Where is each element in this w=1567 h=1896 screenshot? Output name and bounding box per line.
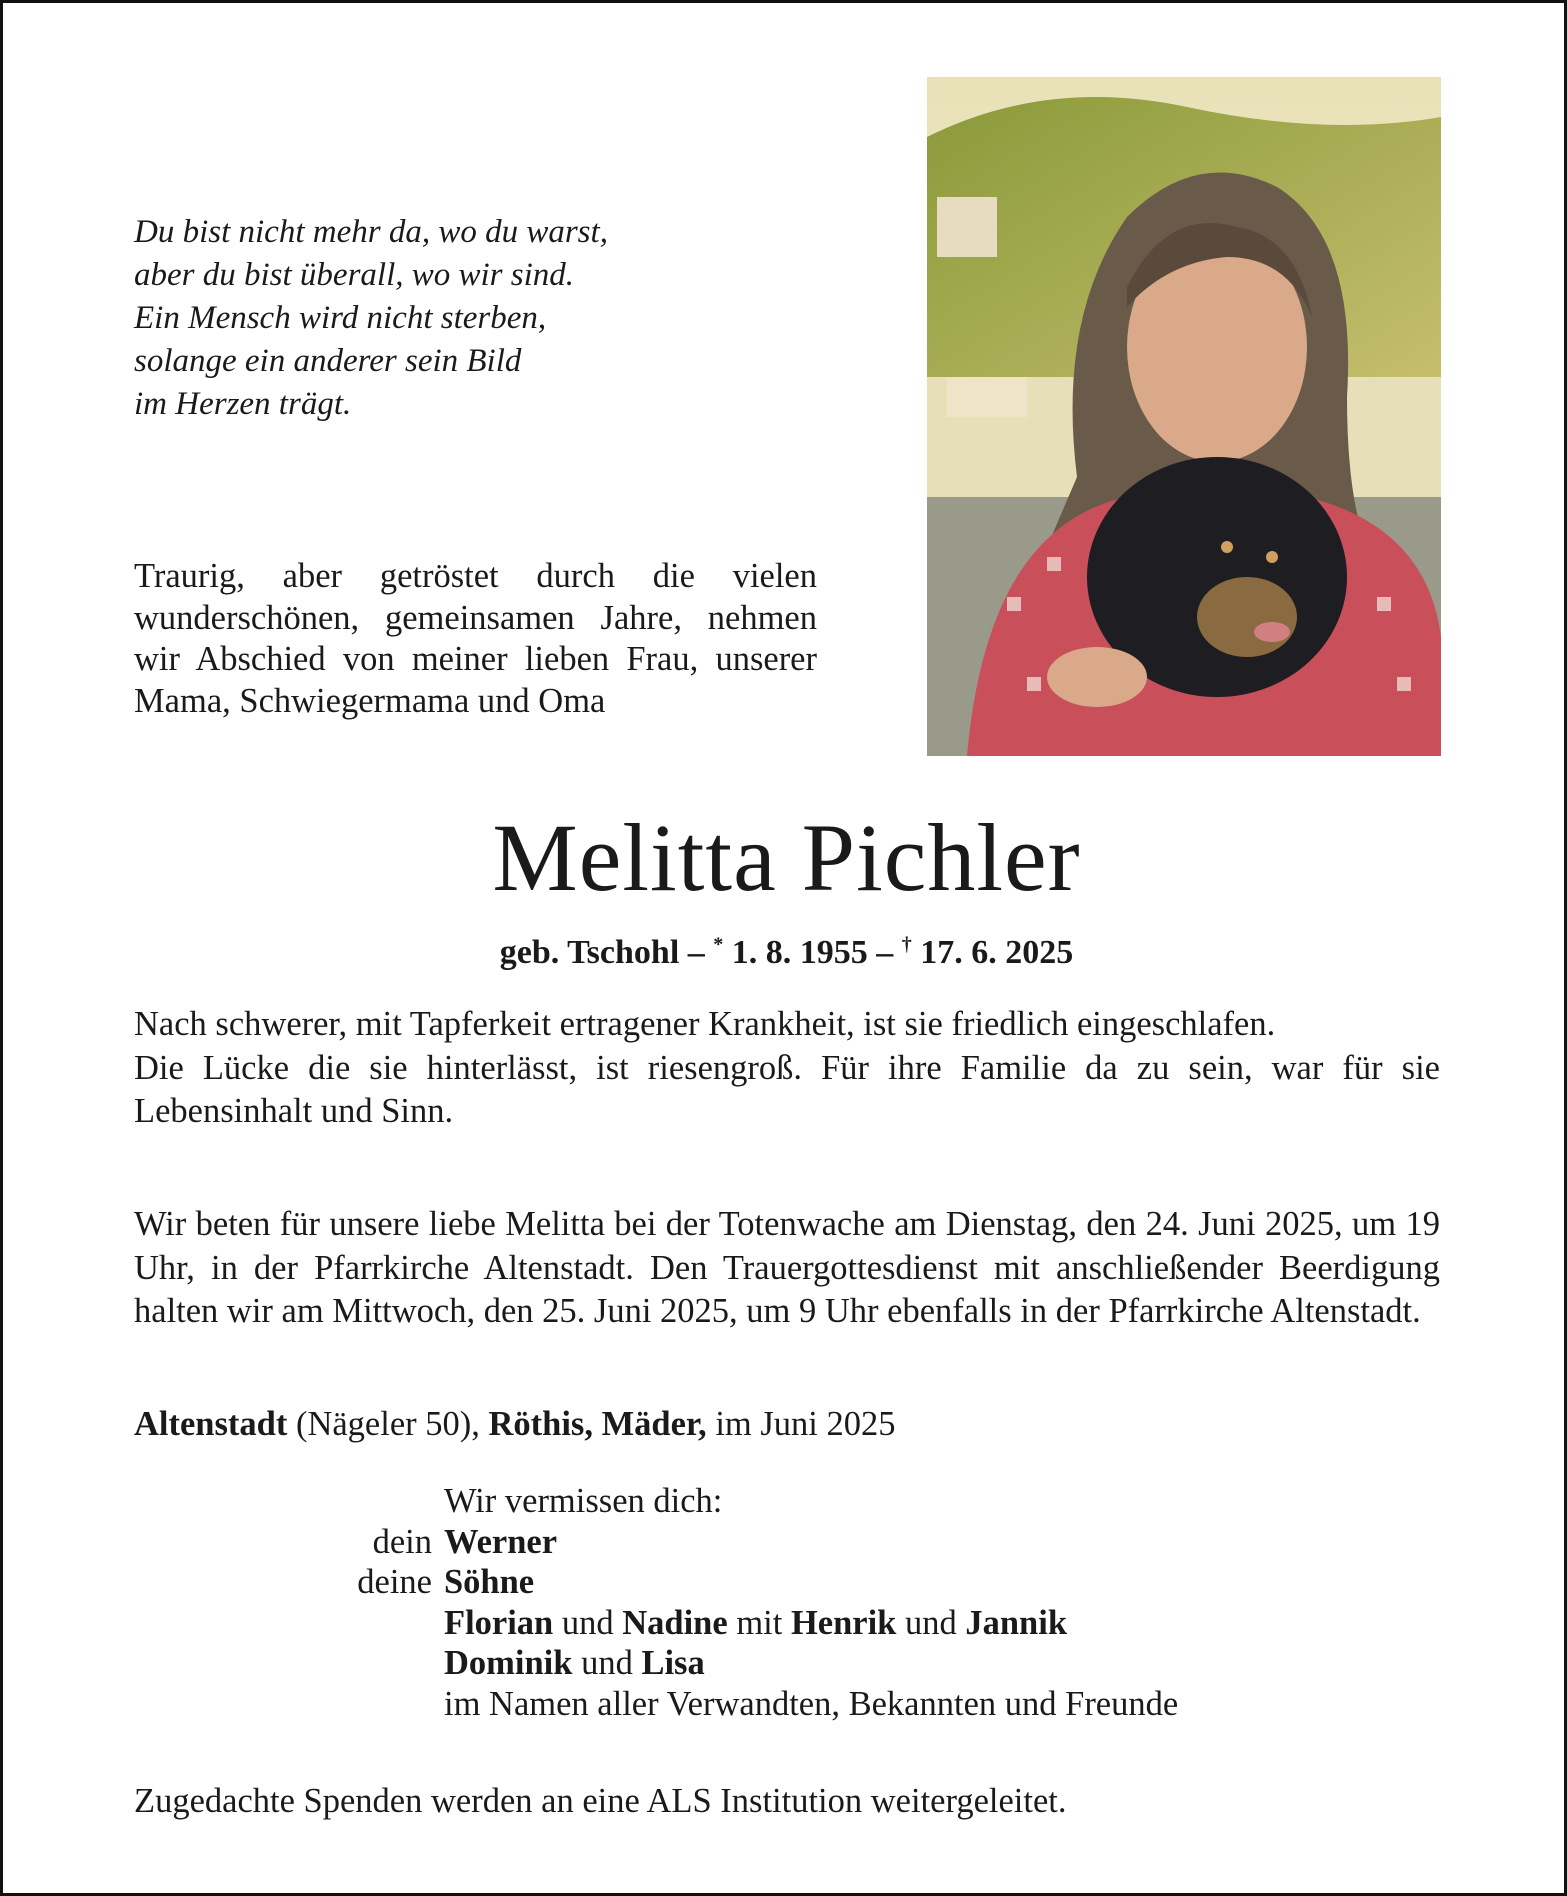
donation-note: Zugedachte Spenden werden an eine ALS Institution weitergeleitet. <box>134 1782 1067 1820</box>
sons-prefix: deine <box>357 1563 432 1601</box>
poem-line: solange ein anderer sein Bild <box>134 343 522 379</box>
death-symbol: † <box>901 933 912 956</box>
family-heading: Wir vermissen dich: <box>444 1482 723 1520</box>
poem-line: Du bist nicht mehr da, wo du warst, <box>134 214 608 250</box>
family-row-florian <box>134 1603 1440 1644</box>
family-heading-row <box>134 1481 1440 1522</box>
birth-date: 1. 8. 1955 <box>731 934 868 971</box>
connector: mit <box>727 1603 791 1642</box>
place-line <box>134 1403 896 1446</box>
name-jannik: Jannik <box>965 1603 1068 1642</box>
poem-line: Ein Mensch wird nicht sterben, <box>134 300 547 336</box>
connector: und <box>553 1603 623 1642</box>
name-henrik: Henrik <box>790 1603 897 1642</box>
husband-name: Werner <box>444 1522 558 1561</box>
relatives-line: im Namen aller Verwandten, Bekannten und Freunde <box>444 1684 1179 1723</box>
illness-paragraph <box>134 1003 1440 1134</box>
portrait-photo <box>927 77 1441 756</box>
husband-prefix: dein <box>372 1522 432 1561</box>
family-row-sons <box>134 1562 1440 1603</box>
sons-label: Söhne <box>444 1563 535 1601</box>
date-dash: – <box>687 934 705 971</box>
connector: und <box>572 1644 642 1682</box>
name-dominik: Dominik <box>444 1644 573 1682</box>
name-florian: Florian <box>444 1603 554 1642</box>
connector: und <box>896 1603 966 1642</box>
poem-line: im Herzen trägt. <box>134 386 352 422</box>
illness-text: Nach schwerer, mit Tapferkeit ertragener Krankheit, ist sie friedlich eingeschlafen. <box>134 1005 1276 1043</box>
name-lisa: Lisa <box>641 1644 705 1682</box>
portrait-photo-icon <box>927 77 1441 756</box>
family-signatures <box>134 1481 1440 1724</box>
place-address: (Nägeler 50), <box>287 1405 489 1443</box>
family-row-relatives <box>134 1684 1440 1725</box>
deceased-name: Melitta Pichler <box>492 804 1081 911</box>
maiden-name: geb. Tschohl <box>499 934 680 971</box>
intro-paragraph: Traurig, aber getröstet durch die vielen wunderschönen, gemeinsamen Jahre, nehmen wir Abschied von meiner lieben Frau, unserer Mama, Schwiegermama und Oma <box>134 557 817 720</box>
family-row-husband <box>134 1522 1440 1563</box>
place-town: Altenstadt <box>134 1405 288 1443</box>
family-row-dominik <box>134 1643 1440 1684</box>
place-others: Röthis, Mäder, <box>488 1405 707 1443</box>
life-dates <box>3 931 1567 975</box>
service-paragraph: Wir beten für unsere liebe Melitta bei der Totenwache am Dienstag, den 24. Juni 2025, um 19 Uhr, in der Pfarrkirche Altenstadt. Den Trauergottesdienst mit anschließender Beerdigung halten wir am Mittwoch, den 25. Juni 2025, um 9 Uhr ebenfalls in der Pfarrkirche Altenstadt. <box>134 1205 1440 1330</box>
death-date: 17. 6. 2025 <box>920 934 1074 971</box>
poem-line: aber du bist überall, wo wir sind. <box>134 257 575 293</box>
name-nadine: Nadine <box>622 1603 728 1642</box>
memorial-poem <box>134 211 734 426</box>
gap-text: Die Lücke die sie hinterlässt, ist riesengroß. Für ihre Familie da zu sein, war für sie Lebensinhalt und Sinn. <box>134 1048 1440 1130</box>
date-dash: – <box>876 934 894 971</box>
place-date: im Juni 2025 <box>706 1405 896 1443</box>
birth-symbol: * <box>713 933 724 956</box>
